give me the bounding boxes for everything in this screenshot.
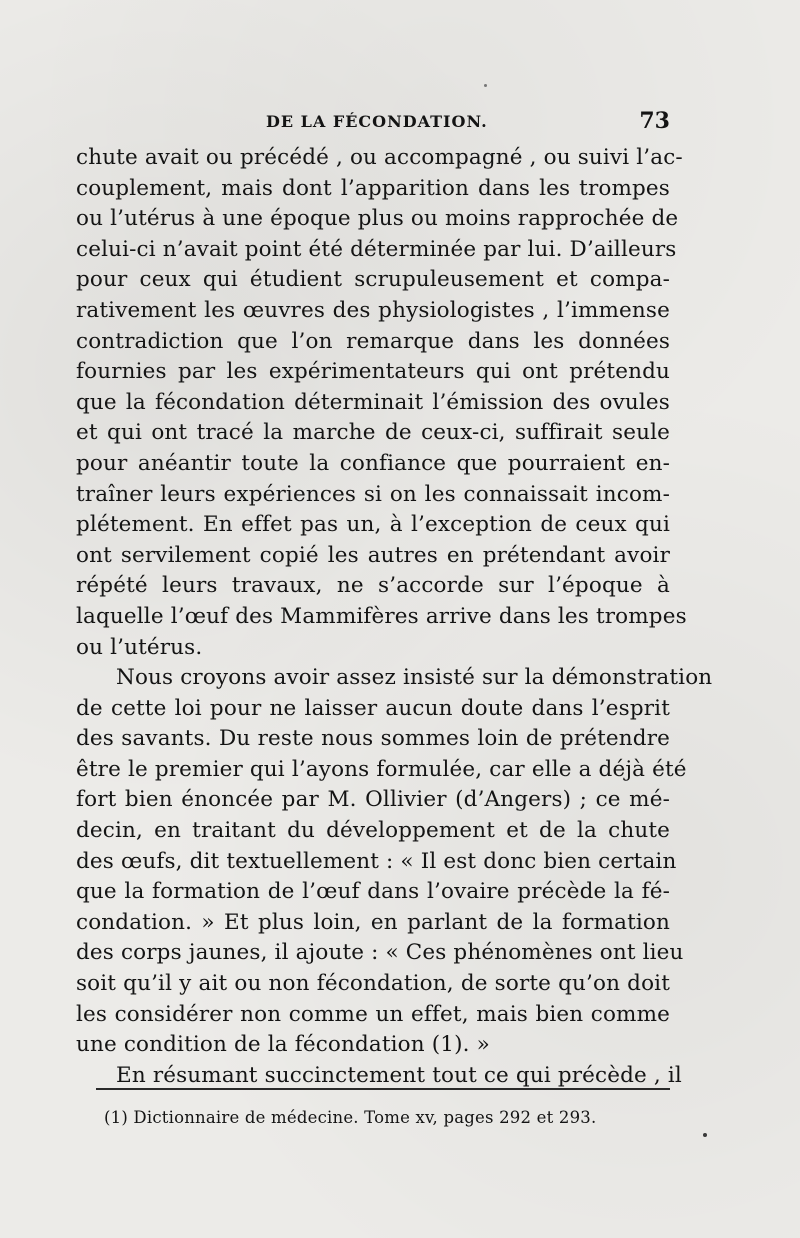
ink-speck	[484, 84, 487, 87]
text-line: fournies par les expérimentateurs qui ont prétendu	[76, 359, 670, 385]
text-line: que la fécondation déterminait l’émission des ovules	[76, 389, 670, 415]
text-line: pour anéantir toute la confiance que pourraient en-	[76, 450, 670, 476]
text-line: ou l’utérus à une époque plus ou moins rapprochée de	[76, 206, 679, 232]
body-text	[76, 143, 713, 1091]
running-head	[76, 108, 670, 138]
text-line: rativement les œuvres des physiologistes , l’immense	[76, 297, 670, 323]
text-line: En résumant succinctement tout ce qui précède , il	[116, 1062, 682, 1088]
text-line: des œufs, dit textuellement : « Il est donc bien certain	[76, 848, 677, 874]
text-line: ou l’utérus.	[76, 634, 203, 660]
text-line: de cette loi pour ne laisser aucun doute dans l’esprit	[76, 695, 670, 721]
text-line: des savants. Du reste nous sommes loin de prétendre	[76, 726, 670, 752]
text-line: contradiction que l’on remarque dans les données	[76, 328, 670, 354]
ink-speck	[703, 1133, 707, 1137]
text-line: plétement. En effet pas un, à l’exception de ceux qui	[76, 512, 670, 538]
text-line: répété leurs travaux, ne s’accorde sur l’époque à	[76, 573, 670, 599]
footnote: (1) Dictionnaire de médecine. Tome xv, pages 292 et 293.	[104, 1108, 597, 1127]
text-line: laquelle l’œuf des Mammifères arrive dans les trompes	[76, 603, 687, 629]
text-line: couplement, mais dont l’apparition dans les trompes	[76, 175, 670, 201]
running-title: DE LA FÉCONDATION.	[266, 112, 488, 131]
text-line: decin, en traitant du développement et de la chute	[76, 818, 670, 844]
text-line: des corps jaunes, il ajoute : « Ces phénomènes ont lieu	[76, 940, 684, 966]
text-line: être le premier qui l’ayons formulée, car elle a déjà été	[76, 756, 687, 782]
page-number: 73	[639, 108, 670, 134]
text-line: les considérer non comme un effet, mais bien comme	[76, 1001, 670, 1027]
text-line: traîner leurs expériences si on les connaissait incom-	[76, 481, 670, 507]
text-line: ont servilement copié les autres en prétendant avoir	[76, 542, 670, 568]
text-line: et qui ont tracé la marche de ceux-ci, suffirait seule	[76, 420, 670, 446]
text-line: celui-ci n’avait point été déterminée par lui. D’ailleurs	[76, 236, 677, 262]
text-line: soit qu’il y ait ou non fécondation, de sorte qu’on doit	[76, 971, 670, 997]
text-line: chute avait ou précédé , ou accompagné , ou suivi l’ac-	[76, 145, 683, 170]
text-line: condation. » Et plus loin, en parlant de la formation	[76, 909, 670, 935]
text-line: que la formation de l’œuf dans l’ovaire précède la fé-	[76, 879, 670, 905]
text-line: une condition de la fécondation (1). »	[76, 1032, 490, 1058]
text-line: Nous croyons avoir assez insisté sur la démonstration	[116, 665, 713, 691]
text-line: fort bien énoncée par M. Ollivier (d’Angers) ; ce mé-	[76, 787, 670, 813]
footnote-rule	[96, 1088, 670, 1090]
text-line: pour ceux qui étudient scrupuleusement et compa-	[76, 267, 670, 293]
